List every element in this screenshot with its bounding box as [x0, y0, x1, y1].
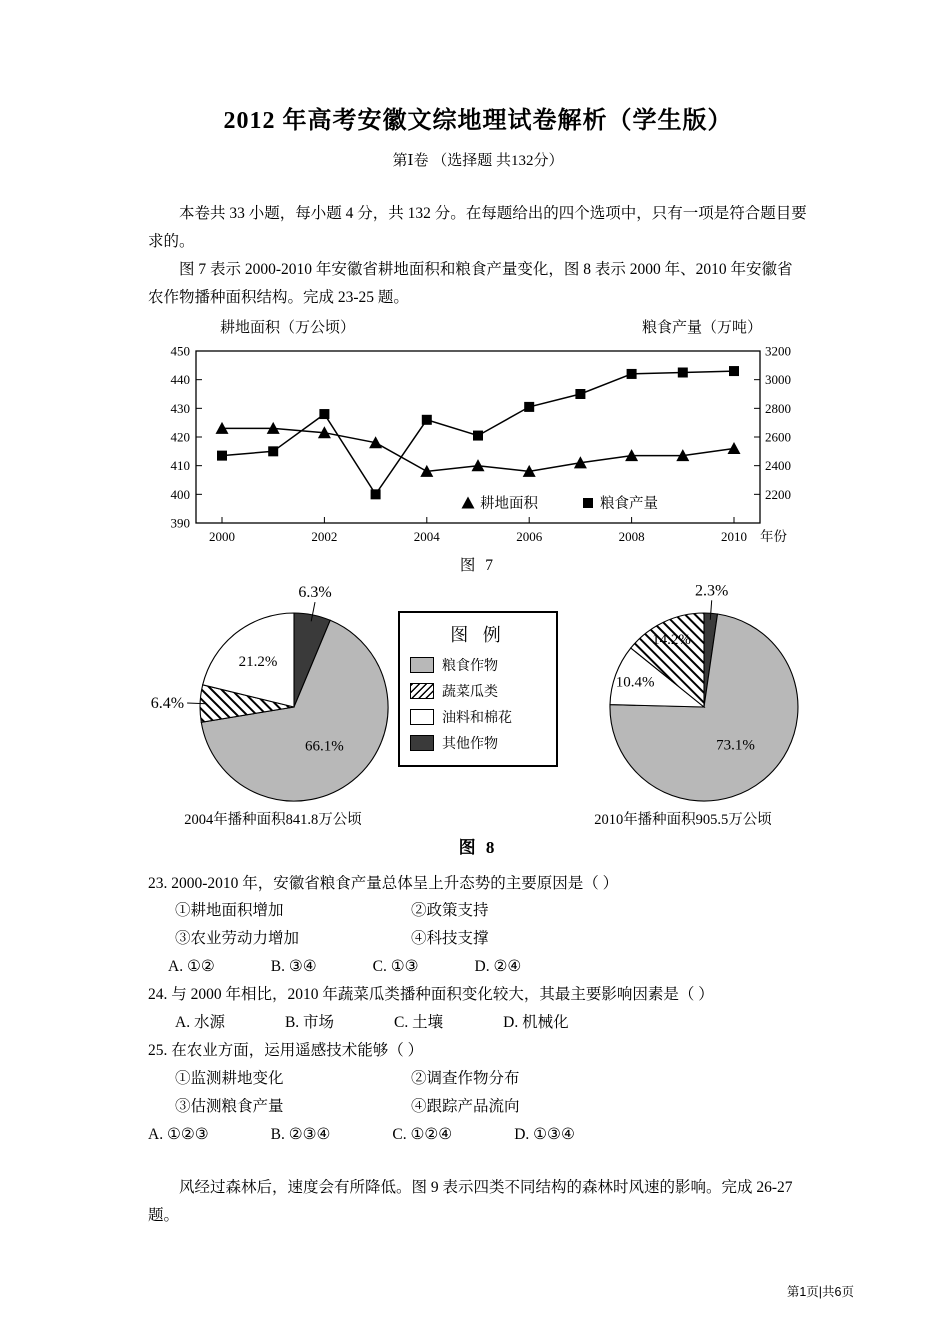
- svg-text:2000: 2000: [209, 528, 235, 544]
- svg-text:粮食产量: 粮食产量: [600, 495, 658, 512]
- pie-2010-caption: 2010年播种面积905.5万公顷: [594, 811, 772, 828]
- legend-label-other: 其他作物: [442, 736, 498, 752]
- legend-label-oil-cotton: 油料和棉花: [442, 710, 512, 726]
- line-chart-svg: [148, 339, 808, 551]
- svg-text:2002: 2002: [311, 528, 338, 544]
- pie-2010-block: [558, 581, 808, 829]
- svg-text:3200: 3200: [765, 343, 791, 359]
- question-25-subitem-1: ①监测耕地变化: [175, 1069, 284, 1087]
- question-25-option-b: B. ②③④: [270, 1125, 331, 1143]
- section-subtitle: 第Ⅰ卷 （选择题 共132分）: [392, 153, 564, 169]
- svg-text:2600: 2600: [765, 429, 791, 445]
- grain-crop-swatch-icon: [410, 657, 434, 673]
- svg-text:2006: 2006: [516, 528, 543, 544]
- question-24-text: 24. 与 2000 年相比，2010 年蔬菜瓜类播种面积变化较大，其最主要影响因素是（ ）: [148, 986, 714, 1004]
- question-23-subitem-3: ③农业劳动力增加: [175, 930, 300, 948]
- question-25-option-d: D. ①③④: [514, 1125, 575, 1143]
- svg-text:400: 400: [170, 486, 190, 502]
- question-23-option-d: D. ②④: [474, 958, 522, 976]
- question-25-option-c: C. ①②④: [392, 1125, 453, 1143]
- legend-label-grain: 粮食作物: [442, 658, 498, 674]
- svg-text:410: 410: [170, 457, 190, 473]
- figure8-caption: 图 8: [458, 837, 498, 857]
- svg-text:2010: 2010: [721, 528, 747, 544]
- legend-item-vegetable: [410, 681, 546, 701]
- svg-text:年份: 年份: [760, 528, 787, 544]
- svg-text:66.1%: 66.1%: [304, 737, 344, 754]
- vegetable-swatch-icon: [410, 683, 434, 699]
- page-footer: 第1页|共6页: [786, 1285, 854, 1299]
- svg-text:2004: 2004: [413, 528, 440, 544]
- svg-text:420: 420: [170, 429, 190, 445]
- question-23: [148, 870, 808, 982]
- question-24-option-a: A. 水源: [175, 1014, 225, 1032]
- question-23-option-b: B. ③④: [270, 958, 317, 976]
- page-content: [148, 100, 808, 1230]
- question-23-subitem-2: ②政策支持: [411, 902, 489, 920]
- question-23-option-a: A. ①②: [168, 958, 215, 976]
- page-title: 2012 年高考安徽文综地理试卷解析（学生版）: [223, 108, 733, 134]
- intro-paragraph-1: 本卷共 33 小题，每小题 4 分，共 132 分。在每题给出的四个选项中，只有一项是符合题目要求的。: [148, 205, 807, 250]
- figure7-caption: 图 7: [459, 556, 497, 574]
- question-24: [148, 981, 808, 1037]
- other-crop-swatch-icon: [410, 735, 434, 751]
- questions-section: [148, 870, 808, 1149]
- svg-text:73.1%: 73.1%: [716, 736, 755, 753]
- question-24-option-b: B. 市场: [284, 1014, 335, 1032]
- svg-text:6.3%: 6.3%: [298, 583, 332, 601]
- svg-text:430: 430: [170, 400, 190, 416]
- svg-text:3000: 3000: [765, 371, 791, 387]
- svg-text:450: 450: [170, 343, 190, 359]
- figure8-pie-charts: [148, 581, 808, 829]
- legend-title: 图 例: [450, 624, 506, 645]
- svg-text:21.2%: 21.2%: [238, 653, 278, 670]
- question-23-text: 23. 2000-2010 年，安徽省粮食产量总体呈上升态势的主要原因是（ ）: [148, 874, 619, 892]
- closing-paragraph: 风经过森林后，速度会有所降低。图 9 表示四类不同结构的森林时风速的影响。完成 26-27 题。: [148, 1179, 793, 1225]
- svg-text:2200: 2200: [765, 486, 791, 502]
- svg-text:2.3%: 2.3%: [695, 581, 729, 599]
- question-25-subitems: [148, 1065, 808, 1121]
- pie-chart-2004-svg: [148, 585, 398, 805]
- pie-2004-block: [148, 585, 398, 829]
- left-axis-label: 耕地面积（万公顷）: [220, 319, 356, 336]
- question-24-option-c: C. 土壤: [394, 1014, 444, 1032]
- pie-chart-2010-svg: [558, 581, 808, 805]
- question-23-option-c: C. ①③: [372, 958, 419, 976]
- question-23-subitems: [148, 897, 808, 953]
- svg-text:2400: 2400: [765, 457, 791, 473]
- svg-text:10.4%: 10.4%: [615, 674, 655, 691]
- intro-paragraph-2: 图 7 表示 2000-2010 年安徽省耕地面积和粮食产量变化，图 8 表示 2000 年、2010 年安徽省农作物播种面积结构。完成 23-25 题。: [148, 260, 793, 306]
- question-24-options: [148, 1009, 808, 1037]
- svg-text:2800: 2800: [765, 400, 791, 416]
- question-25-subitem-2: ②调查作物分布: [411, 1069, 520, 1087]
- question-25-subitem-4: ④跟踪产品流向: [411, 1097, 520, 1115]
- pie-2004-caption: 2004年播种面积841.8万公顷: [184, 811, 362, 828]
- svg-text:14.2%: 14.2%: [652, 631, 691, 648]
- question-24-option-d: D. 机械化: [503, 1014, 569, 1032]
- question-25-options: [148, 1121, 808, 1149]
- svg-text:6.4%: 6.4%: [150, 694, 185, 712]
- chart-axis-labels: [148, 316, 808, 337]
- question-25-option-a: A. ①②③: [148, 1125, 209, 1143]
- figure7-line-chart: [148, 316, 808, 575]
- svg-text:2008: 2008: [618, 528, 645, 544]
- svg-text:390: 390: [170, 515, 190, 531]
- svg-text:440: 440: [170, 371, 190, 387]
- question-23-options: [148, 953, 808, 981]
- legend-item-grain: [410, 655, 546, 675]
- legend-item-oil-cotton: [410, 707, 546, 727]
- legend-label-vegetable: 蔬菜瓜类: [442, 684, 498, 700]
- question-23-subitem-1: ①耕地面积增加: [175, 902, 284, 920]
- figure8-legend: [398, 611, 558, 767]
- svg-text:耕地面积: 耕地面积: [480, 495, 538, 512]
- right-axis-label: 粮食产量（万吨）: [641, 319, 762, 336]
- question-25-text: 25. 在农业方面，运用遥感技术能够（ ）: [148, 1041, 424, 1059]
- oil-cotton-swatch-icon: [410, 709, 434, 725]
- question-25-subitem-3: ③估测粮食产量: [175, 1097, 284, 1115]
- question-25: [148, 1037, 808, 1149]
- legend-item-other: [410, 733, 546, 753]
- question-23-subitem-4: ④科技支撑: [411, 930, 489, 948]
